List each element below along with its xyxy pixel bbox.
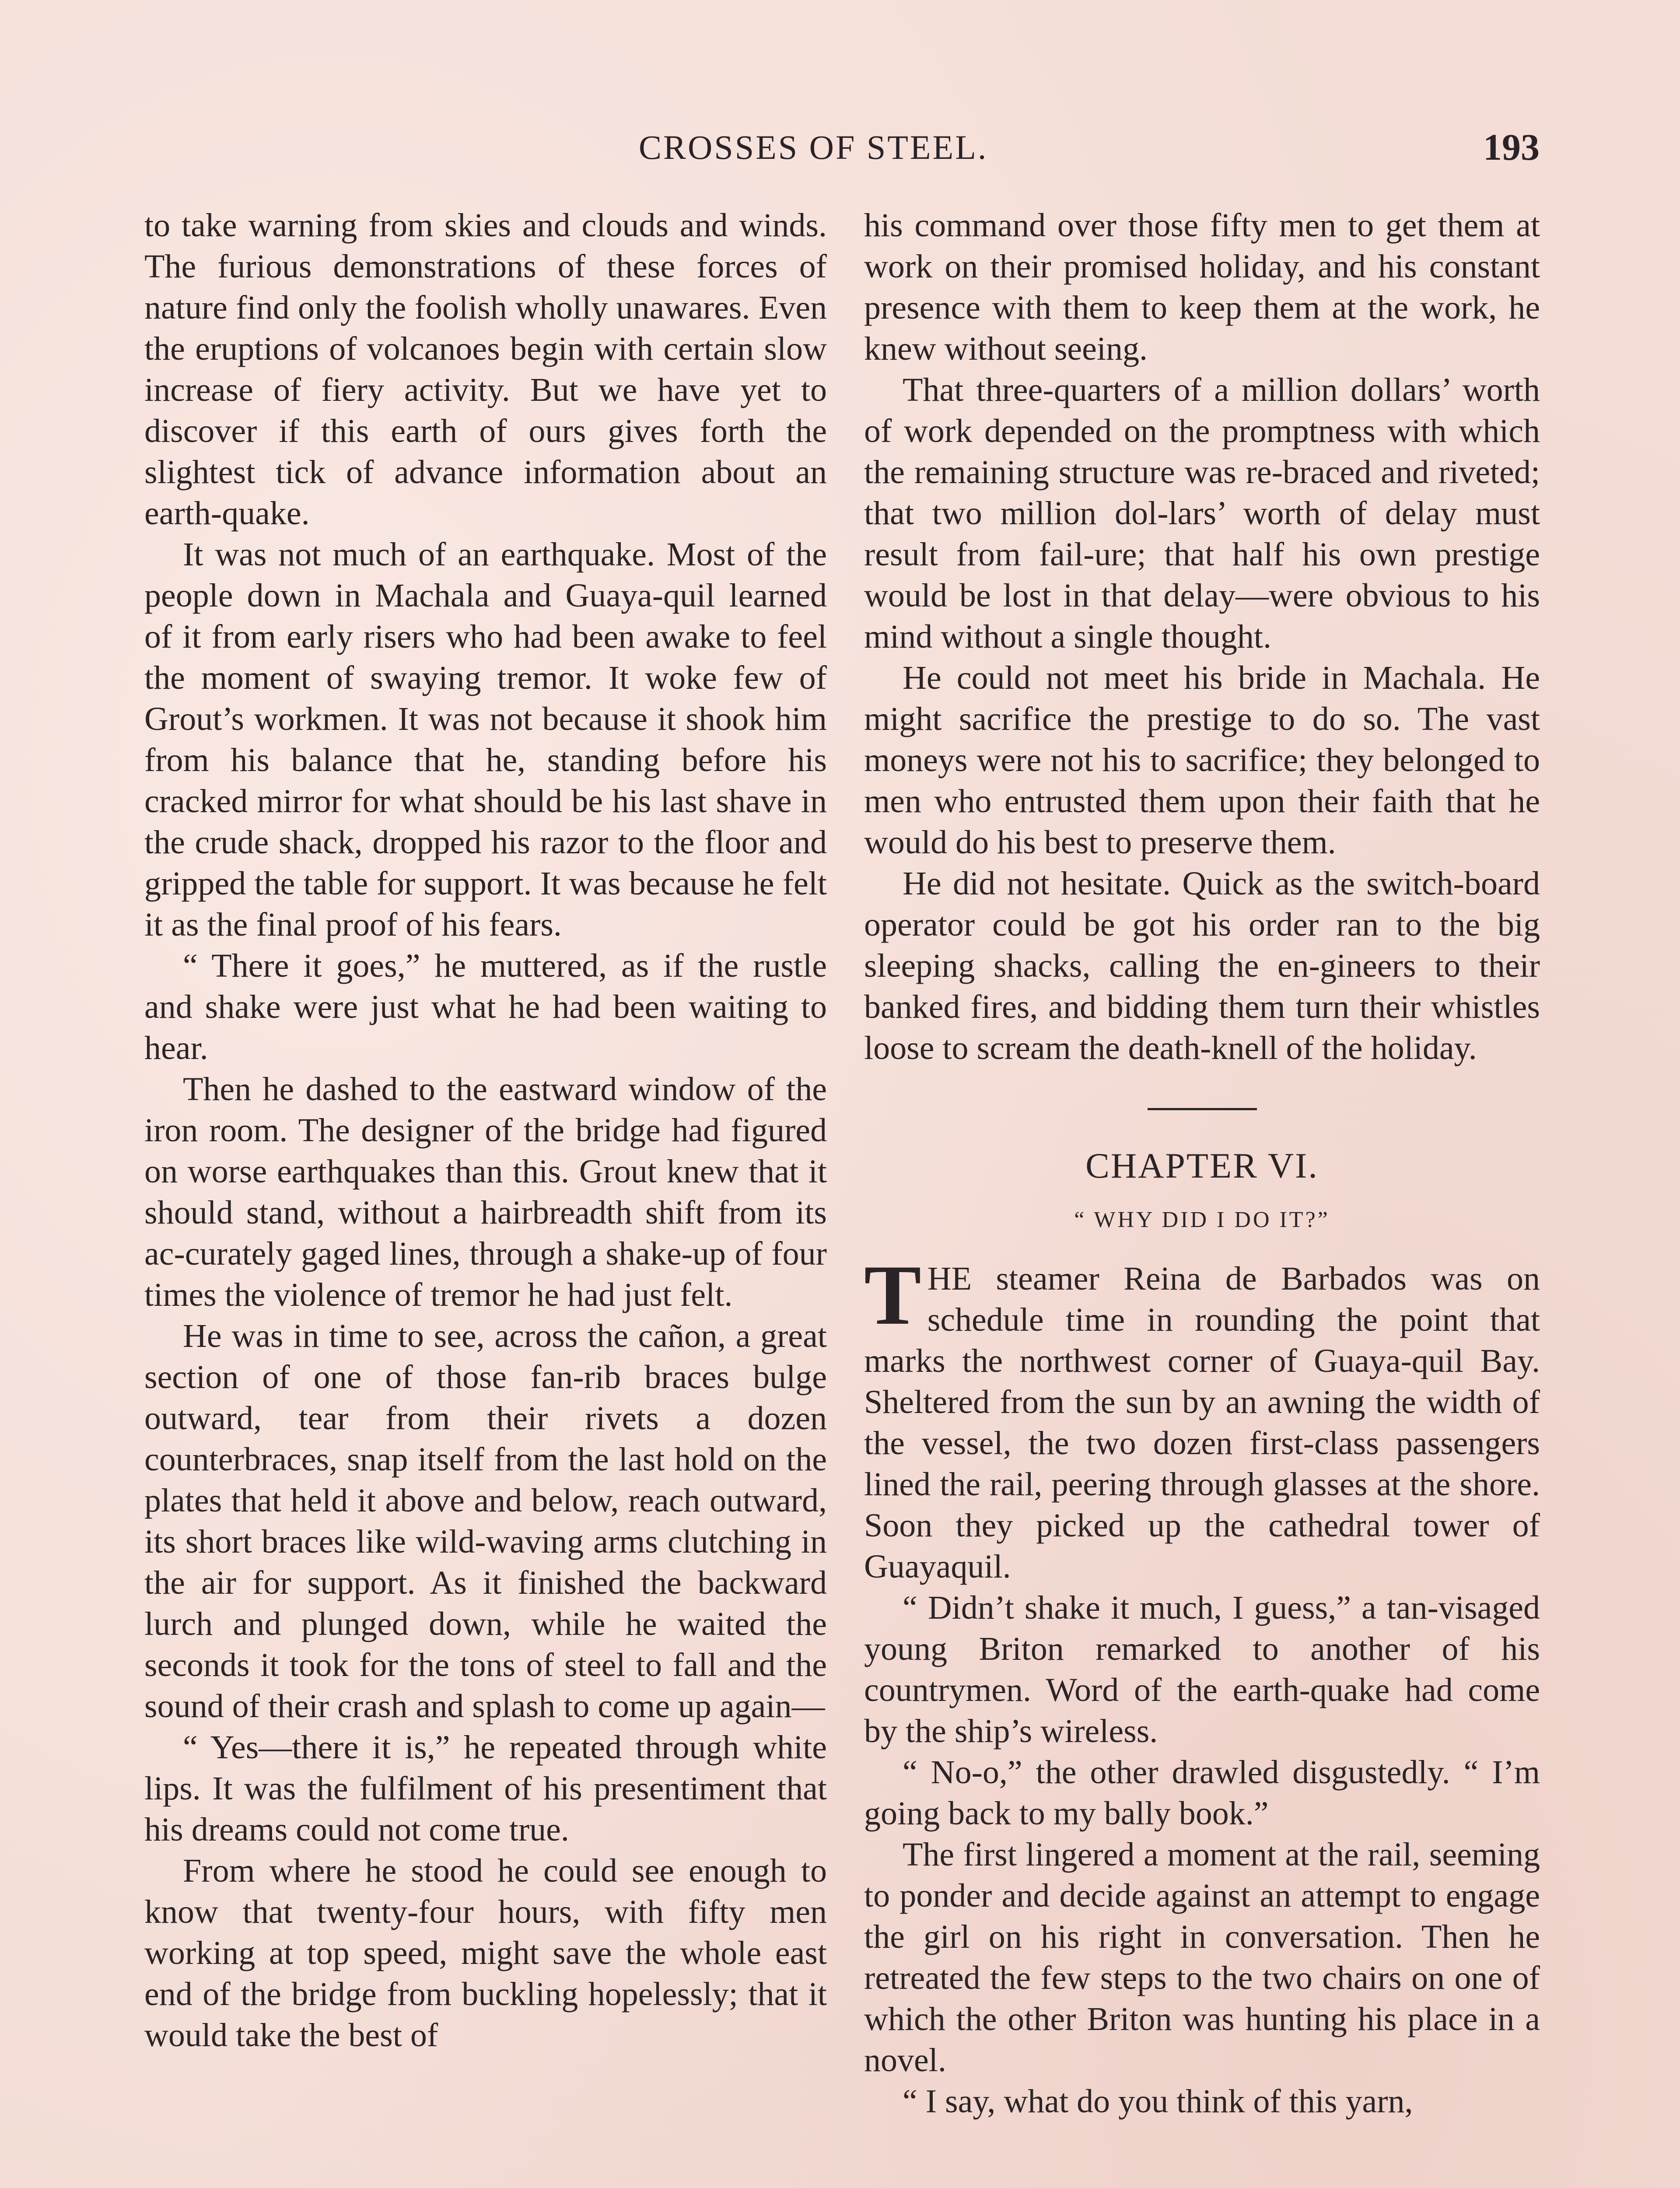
paragraph: He did not hesitate. Quick as the switch-board operator could be got his order ran to the big sleeping shacks, calling the en-gineers to their banked fires, and bidding them turn their whistles loose to scream the death-knell of the holiday.	[864, 865, 1540, 1066]
paragraph: It was not much of an earthquake. Most of the people down in Machala and Guaya-quil learned of it from early risers who had been awake to feel the moment of swaying tremor. It woke few of Grout’s workmen. It was not because it shook him from his balance that he, standing before his cracked mirror for what should be his last shave in the crude shack, dropped his razor to the floor and gripped the table for support. It was because he felt it as the final proof of his fears.	[144, 536, 827, 943]
paragraph: “ Didn’t shake it much, I guess,” a tan-visaged young Briton remarked to another of his countrymen. Word of the earth-quake had come by the ship’s wireless.	[864, 1589, 1540, 1750]
paragraph-text: HE steamer Reina de Barbados was on schedule time in rounding the point that marks the northwest corner of Guaya-quil Bay. Sheltered from the sun by an awning the width of the vessel, the two dozen first-class passengers lined the rail, peering through glasses at the shore. Soon they picked up the cathedral tower of Guayaquil.	[864, 1260, 1540, 1585]
paragraph: That three-quarters of a million dollars’ worth of work depended on the promptness with which the remaining structure was re-braced and riveted; that two million dol-lars’ worth of delay must result from fail-ure; that half his own prestige would be lost in that delay—were obvious to his mind without a single thought.	[864, 372, 1540, 655]
running-title: CROSSES OF STEEL.	[639, 128, 988, 166]
paragraph: He could not meet his bride in Machala. He might sacrifice the prestige to do so. The vast moneys were not his to sacrifice; they belonged to men who entrusted them upon their faith that he would do his best to preserve them.	[864, 659, 1540, 861]
paragraph: “ There it goes,” he muttered, as if the rustle and shake were just what he had been waiting to hear.	[144, 947, 827, 1066]
paragraph: The first lingered a moment at the rail, seeming to ponder and decide against an attempt to engage the girl on his right in conversation. Then he retreated the few steps to the two chairs on one of which the other Briton was hunting his place in a novel.	[864, 1836, 1540, 2079]
chapter-opening-paragraph	[864, 1248, 1540, 1587]
drop-cap: T	[864, 1248, 921, 1343]
paragraph: his command over those fifty men to get them at work on their promised holiday, and his constant presence with them to keep them at the work, he knew without seeing.	[864, 207, 1540, 367]
paragraph: to take warning from skies and clouds and winds. The furious demonstrations of these forces of nature find only the foolish wholly unawares. Even the eruptions of volcanoes begin with certain slow increase of fiery activity. But we have yet to discover if this earth of ours gives forth the slightest tick of advance information about an earth-quake.	[144, 207, 827, 532]
chapter-title: CHAPTER VI.	[1085, 1146, 1319, 1185]
paragraph: “ No-o,” the other drawled disgustedly. “ I’m going back to my bally book.”	[864, 1754, 1540, 1832]
paragraph: “ I say, what do you think of this yarn,	[903, 2083, 1413, 2120]
left-column	[144, 205, 827, 2056]
paragraph: From where he stood he could see enough to know that twenty-four hours, with fifty men working at top speed, might save the whole east end of the bridge from buckling hopelessly; that it would take the best of	[144, 1852, 827, 2054]
paragraph: He was in time to see, across the cañon, a great section of one of those fan-rib braces bulge outward, tear from their rivets a dozen counterbraces, snap itself from the last hold on the plates that held it above and below, reach outward, its short braces like wild-waving arms clutching in the air for support. As it finished the backward lurch and plunged down, while he waited the seconds it took for the tons of steel to fall and the sound of their crash and splash to come up again—	[144, 1318, 827, 1725]
section-divider	[1148, 1108, 1257, 1110]
right-column	[864, 205, 1540, 2122]
chapter-subtitle: “ WHY DID I DO IT?”	[1074, 1207, 1330, 1232]
paragraph: Then he dashed to the eastward window of the iron room. The designer of the bridge had figured on worse earthquakes than this. Grout knew that it should stand, without a hairbreadth shift from its ac-curately gaged lines, through a shake-up of four times the violence of tremor he had just felt.	[144, 1071, 827, 1313]
page-number: 193	[1483, 126, 1540, 168]
paragraph: “ Yes—there it is,” he repeated through white lips. It was the fulfilment of his presentiment that his dreams could not come true.	[144, 1729, 827, 1848]
